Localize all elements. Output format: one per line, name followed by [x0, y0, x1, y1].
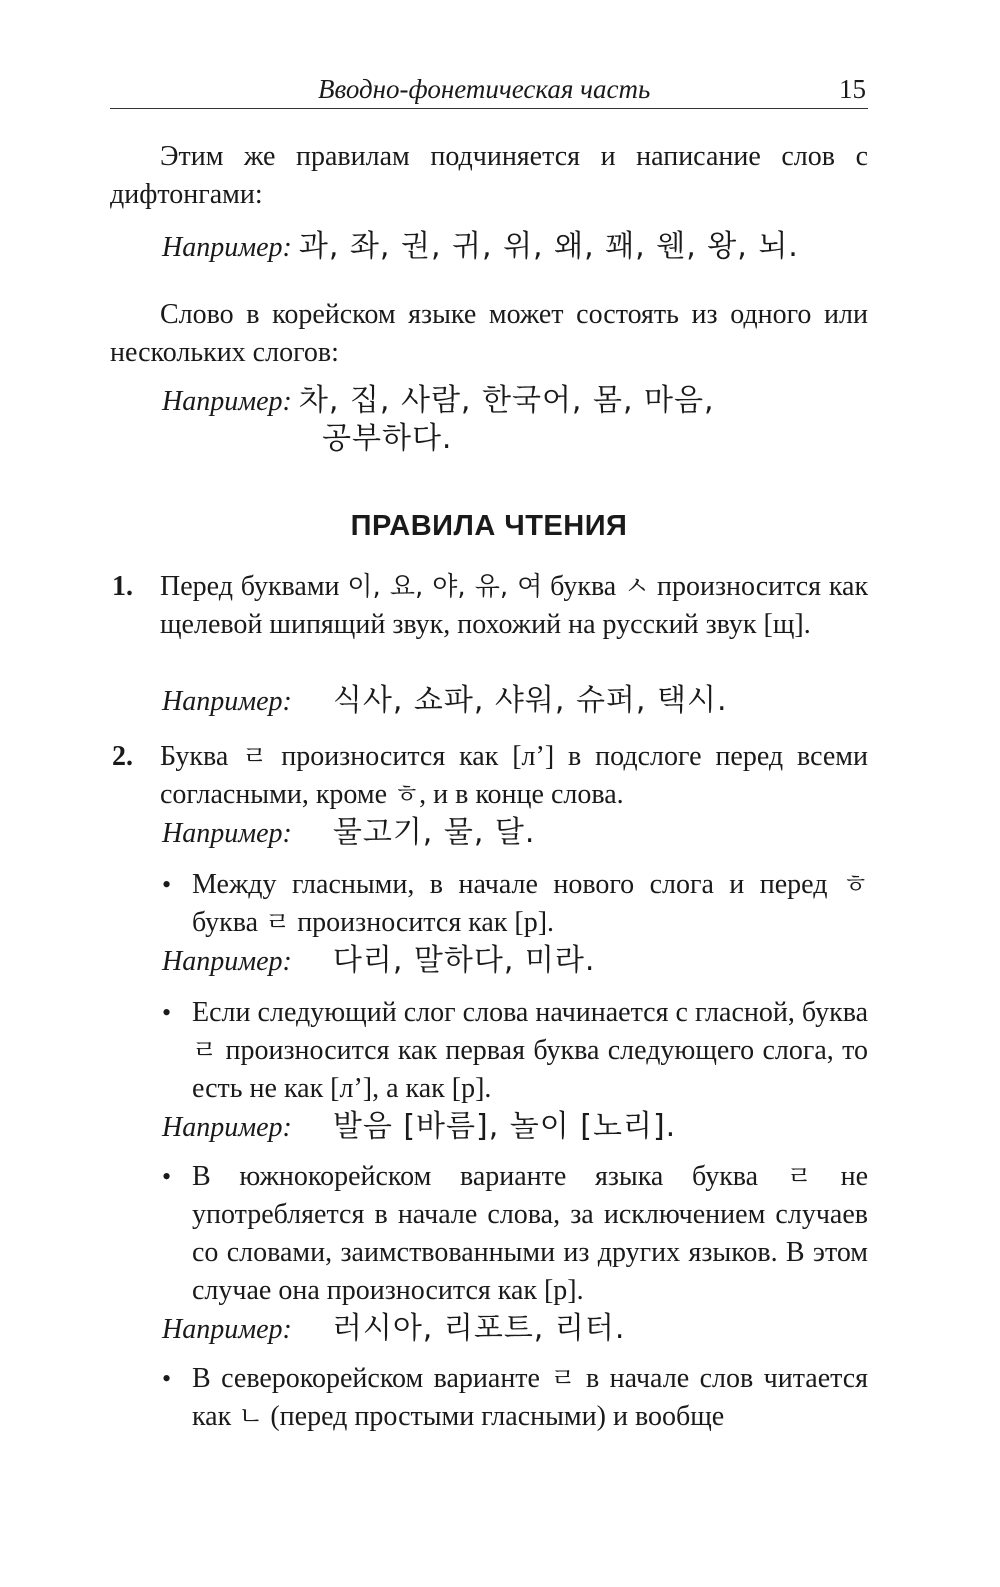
bullet-text: В южнокорейском варианте языка буква ㄹ не употребляется в начале слова, за исключением случаев со словами, заимствованными из других языков. В этом случае она произносится как [р].: [192, 1161, 869, 1306]
example-korean: 과, 좌, 권, 귀, 위, 왜, 꽤, 웬, 왕, 뇌.: [298, 229, 799, 264]
korean-letter: ㅎ: [394, 780, 420, 810]
bullet-marker: •: [162, 870, 172, 899]
rule-1-example: Например: 식사, 쇼파, 샤워, 슈퍼, 택시.: [162, 683, 728, 718]
example-label: Например: [162, 386, 283, 417]
korean-letter: ㄹ: [550, 1364, 576, 1394]
bullet-marker: •: [162, 1364, 172, 1393]
korean-letter: ㄴ: [238, 1402, 264, 1432]
example-label: Например: [162, 232, 283, 263]
example-label: Например: [162, 686, 283, 717]
rule-2-text: Буква ㄹ произносится как [л’] в подслоге перед всеми согласными, кроме ㅎ, и в конце слова.: [160, 741, 869, 810]
example-korean: 공부하다.: [322, 421, 453, 456]
bullet-text: В северокорейском варианте ㄹ в начале слов читается как ㄴ (перед простыми гласными) и вообще: [192, 1363, 869, 1432]
example-korean: 식사, 쇼파, 샤워, 슈퍼, 택시.: [332, 683, 728, 718]
korean-letter: ㄹ: [192, 1036, 218, 1066]
example-korean: 발음 [바름], 놀이 [노리].: [332, 1109, 677, 1144]
section-title: ПРАВИЛА ЧТЕНИЯ: [350, 510, 628, 542]
bullet-1-example: Например: 다리, 말하다, 미라.: [162, 943, 596, 978]
korean-letter: ㄹ: [786, 1162, 812, 1192]
bullet-marker: •: [162, 998, 172, 1027]
example-syllables: Например: 차, 집, 사람, 한국어, 몸, 마음,: [162, 383, 715, 418]
paragraph-diphthongs: Этим же правилам подчиняется и написание слов с дифтонгами:: [110, 141, 868, 210]
example-syllables-cont: [322, 420, 452, 459]
running-header: [110, 72, 868, 109]
example-label: Например: [162, 1112, 283, 1143]
page-number: 15: [839, 74, 866, 104]
korean-letter: ㅅ: [624, 572, 650, 602]
korean-letters: 이, 요, 야, 유, 여: [347, 572, 543, 602]
rule-number: 1.: [112, 571, 133, 602]
bullet-marker: •: [162, 1162, 172, 1191]
bullet-3-example: Например: 러시아, 리포트, 리터.: [162, 1311, 626, 1346]
paragraph-syllables: Слово в корейском языке может состоять из одного или нескольких слогов:: [110, 299, 868, 368]
korean-letter: ㅎ: [842, 870, 869, 900]
bullet-2-example: Например: 발음 [바름], 놀이 [노리].: [162, 1109, 677, 1144]
bullet-text: Если следующий слог слова начинается с гласной, буква ㄹ произносится как первая буква следующего слога, то есть не как [л’], а как [р].: [192, 997, 869, 1104]
example-label: Например: [162, 946, 283, 977]
korean-letter: ㄹ: [265, 908, 291, 938]
rule-1-text: Перед буквами 이, 요, 야, 유, 여 буква ㅅ произносится как щелевой шипящий звук, похожий на русский звук [щ].: [160, 571, 869, 640]
bullet-text: Между гласными, в начале нового слога и перед ㅎ буква ㄹ произносится как [р].: [192, 869, 869, 938]
example-diphthongs: Например: 과, 좌, 권, 귀, 위, 왜, 꽤, 웬, 왕, 뇌.: [162, 229, 799, 264]
example-korean: 다리, 말하다, 미라.: [332, 943, 596, 978]
header-title: Вводно-фонетическая часть: [318, 74, 651, 104]
rule-2-example: Например: 물고기, 물, 달.: [162, 815, 536, 850]
example-label: Например: [162, 1314, 283, 1345]
korean-letter: ㄹ: [242, 742, 268, 772]
rule-number: 2.: [112, 741, 133, 772]
example-korean: 차, 집, 사람, 한국어, 몸, 마음,: [298, 383, 715, 418]
example-korean: 물고기, 물, 달.: [332, 815, 536, 850]
example-korean: 러시아, 리포트, 리터.: [332, 1311, 626, 1346]
example-label: Например: [162, 818, 283, 849]
